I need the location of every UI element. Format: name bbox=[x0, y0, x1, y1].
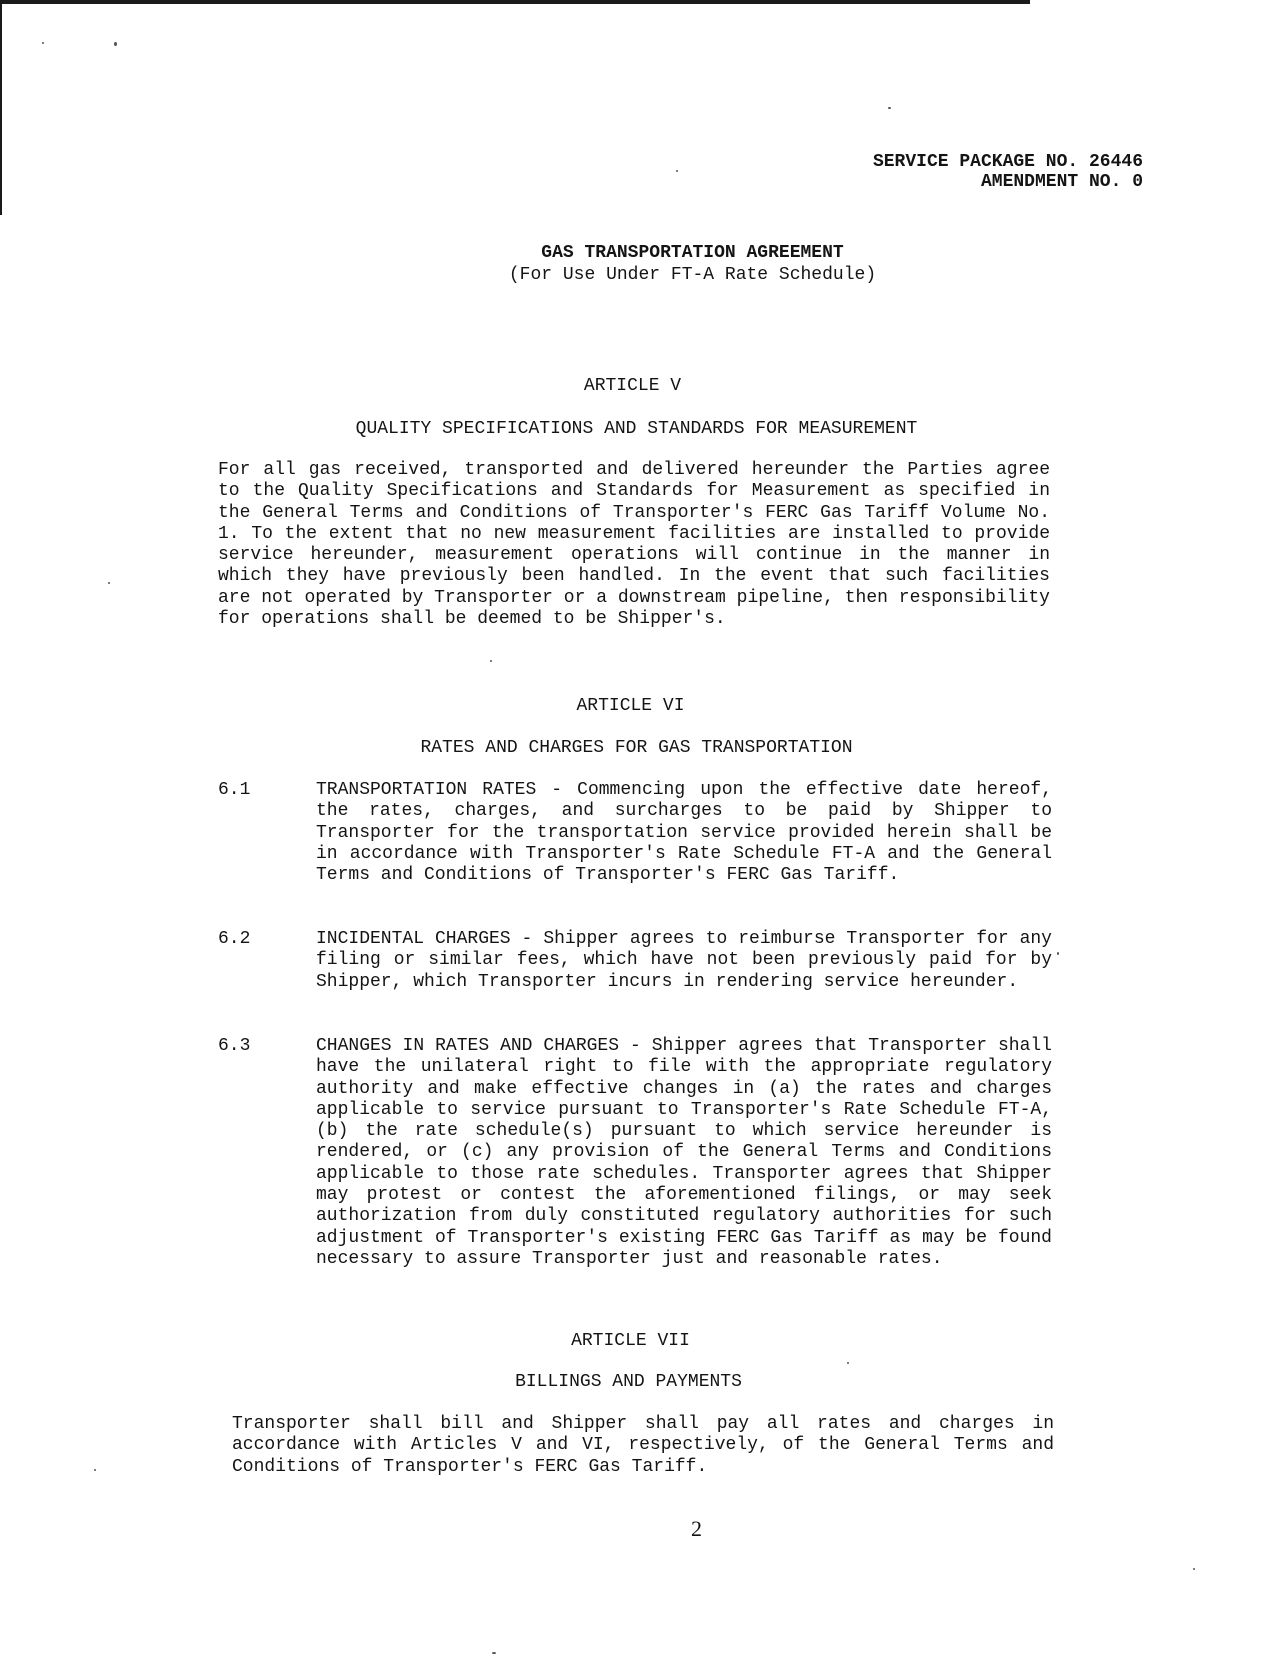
article-vii-heading: ARTICLE VII bbox=[571, 1331, 690, 1351]
article-v-body: For all gas received, transported and delivered hereunder the Parties agree to the Quality Specifications and Standards for Measurement as specified in the General Terms and Conditions of Transporter's FERC Gas Tariff Volume No. 1. To the extent that no new measurement facilities are installed to provide service hereunder, measurement operations will continue in the manner in which they have previously been handled. In the event that such facilities are not operated by Transporter or a downstream pipeline, then responsibility for operations shall be deemed to be Shipper's. bbox=[218, 460, 1050, 630]
section-text: CHANGES IN RATES AND CHARGES - Shipper agrees that Transporter shall have the unilateral right to file with the appropriate regulatory authority and make effective changes in (a) the rates and charges applicable to service pursuant to Transporter's Rate Schedule FT-A, (b) the rate schedule(s) pursuant to which service hereunder is rendered, or (c) any provision of the General Terms and Conditions applicable to those rate schedules. Transporter agrees that Shipper may protest or contest the aforementioned filings, or may seek authorization from duly constituted regulatory authorities for such adjustment of Transporter's existing FERC Gas Tariff as may be found necessary to assure Transporter just and reasonable rates. bbox=[316, 1036, 1052, 1269]
scan-speck bbox=[888, 107, 891, 109]
section-text: TRANSPORTATION RATES - Commencing upon the effective date hereof, the rates, charges, and surcharges to be paid by Shipper to Transporter for the transportation service provided herein shall be in accordance with Transporter's Rate Schedule FT-A and the General Terms and Conditions of Transporter's FERC Gas Tariff. bbox=[316, 780, 1052, 886]
page-number: 2 bbox=[691, 1516, 702, 1541]
document-subtitle: (For Use Under FT-A Rate Schedule) bbox=[508, 265, 877, 285]
article-vii-body: Transporter shall bill and Shipper shall pay all rates and charges in accordance with Articles V and VI, respectively, of the General Terms and Conditions of Transporter's FERC Gas Tariff. bbox=[232, 1414, 1054, 1477]
scan-speck bbox=[1193, 1568, 1195, 1570]
section-number: 6.1 bbox=[218, 780, 251, 800]
scan-speck bbox=[108, 582, 110, 584]
amendment-number: AMENDMENT NO. 0 bbox=[980, 172, 1143, 192]
article-vi-title: RATES AND CHARGES FOR GAS TRANSPORTATION bbox=[420, 738, 853, 758]
scan-speck bbox=[492, 1652, 496, 1654]
section-number: 6.3 bbox=[218, 1036, 251, 1056]
scan-speck bbox=[94, 1469, 96, 1471]
article-vii-title: BILLINGS AND PAYMENTS bbox=[515, 1372, 742, 1392]
service-package-number: SERVICE PACKAGE NO. 26446 bbox=[872, 152, 1143, 172]
scan-speck bbox=[490, 660, 492, 662]
article-v-heading: ARTICLE V bbox=[583, 376, 682, 396]
scan-speck bbox=[676, 170, 678, 172]
scan-speck bbox=[114, 42, 117, 46]
article-v-title: QUALITY SPECIFICATIONS AND STANDARDS FOR MEASUREMENT bbox=[355, 419, 918, 439]
scan-left-border bbox=[0, 0, 2, 215]
section-number: 6.2 bbox=[218, 929, 251, 949]
scan-speck bbox=[847, 1362, 849, 1364]
scan-top-border bbox=[0, 0, 1030, 4]
section-text: INCIDENTAL CHARGES - Shipper agrees to reimburse Transporter for any filing or similar fees, which have not been previously paid for by Shipper, which Transporter incurs in rendering service hereunder. bbox=[316, 929, 1052, 992]
scan-speck bbox=[1057, 952, 1059, 955]
document-title: GAS TRANSPORTATION AGREEMENT bbox=[541, 243, 844, 263]
article-vi-heading: ARTICLE VI bbox=[576, 696, 685, 716]
document-header bbox=[873, 152, 1143, 192]
scan-speck bbox=[42, 42, 44, 44]
